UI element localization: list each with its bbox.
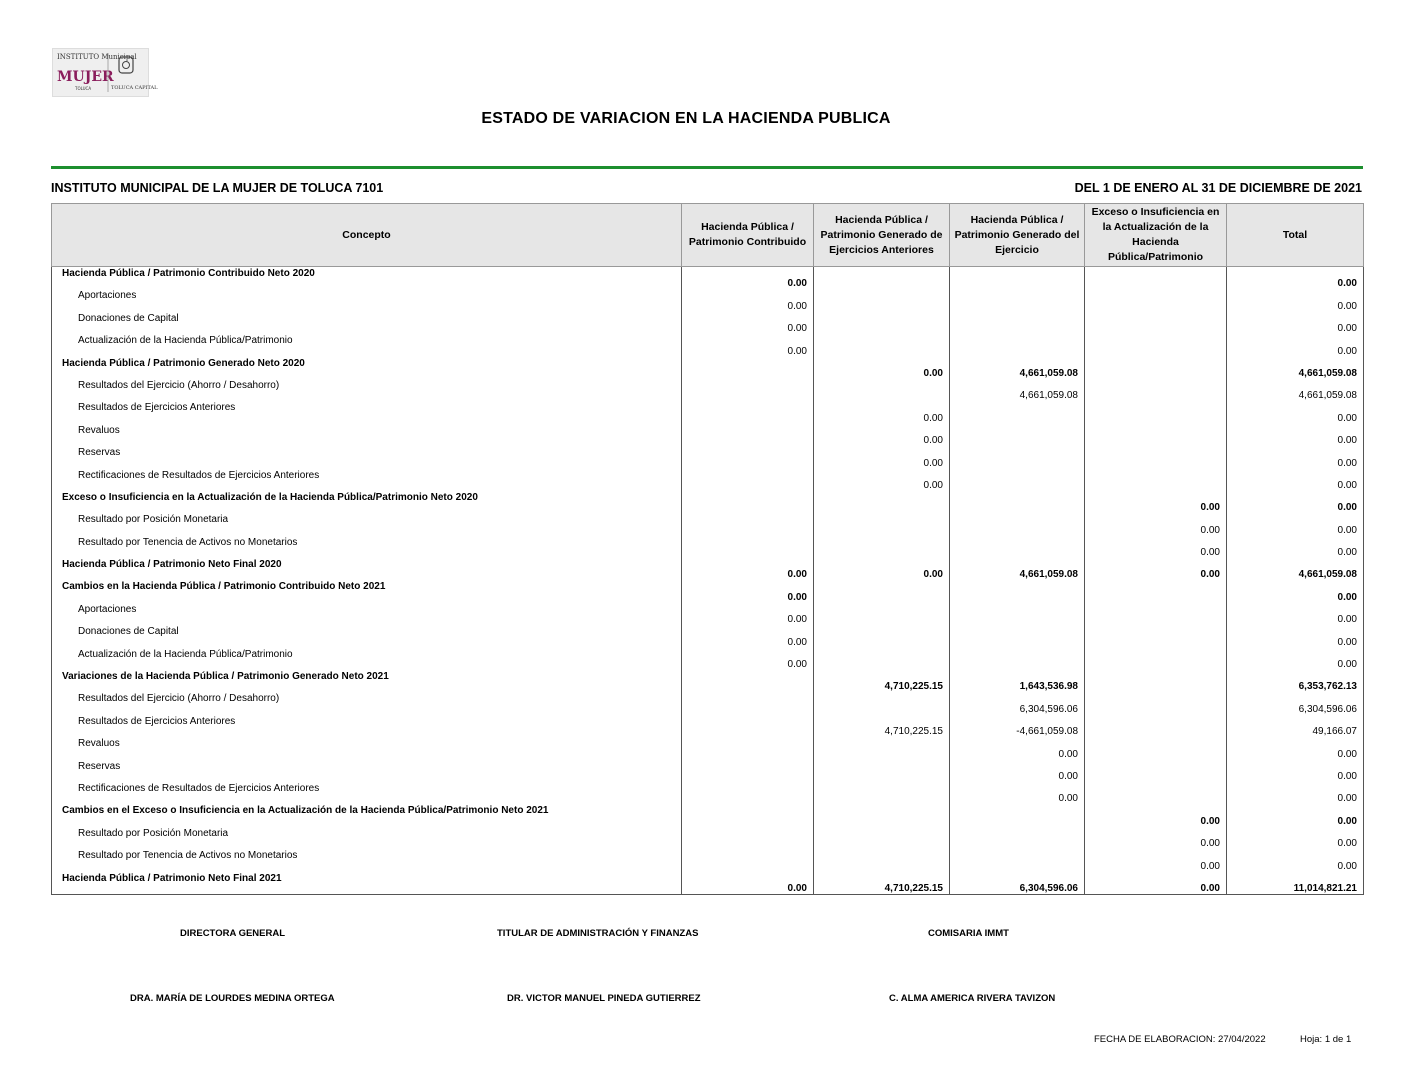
row-value — [950, 424, 1085, 446]
page-title: ESTADO DE VARIACION EN LA HACIENDA PUBLICA — [481, 110, 891, 127]
row-value — [1085, 401, 1227, 423]
row-value: 0.00 — [682, 872, 814, 895]
row-value: 0.00 — [950, 782, 1085, 804]
row-value — [814, 536, 950, 558]
row-value — [682, 379, 814, 401]
row-value: 0.00 — [1227, 804, 1364, 826]
row-value — [814, 379, 950, 401]
row-value: 0.00 — [1227, 827, 1364, 849]
row-value — [814, 849, 950, 871]
row-concept: Aportaciones — [52, 603, 682, 625]
row-concept: Resultado por Tenencia de Activos no Monetarios — [52, 536, 682, 558]
row-value — [1085, 715, 1227, 737]
row-value — [682, 401, 814, 423]
row-value — [814, 737, 950, 759]
logo-text-4: TOLUCA CAPITAL — [111, 85, 158, 91]
row-value — [814, 580, 950, 602]
row-concept: Revaluos — [52, 737, 682, 759]
row-value: 0.00 — [1227, 782, 1364, 804]
column-header: Hacienda Pública / Patrimonio Contribuido — [682, 204, 814, 267]
logo-text-1: INSTITUTO Municipal — [57, 53, 137, 61]
row-concept: Rectificaciones de Resultados de Ejercicios Anteriores — [52, 469, 682, 491]
table-row — [52, 491, 1364, 513]
row-concept: Resultado por Posición Monetaria — [52, 513, 682, 535]
row-concept: Cambios en la Hacienda Pública / Patrimonio Contribuido Neto 2021 — [52, 580, 682, 602]
row-value: 4,710,225.15 — [814, 715, 950, 737]
row-value — [682, 446, 814, 468]
table-row — [52, 289, 1364, 311]
row-value: 6,304,596.06 — [1227, 692, 1364, 714]
row-concept: Hacienda Pública / Patrimonio Neto Final 2021 — [52, 872, 682, 895]
row-value: 0.00 — [1227, 580, 1364, 602]
row-value: 0.00 — [1227, 401, 1364, 423]
row-value: 6,304,596.06 — [950, 872, 1085, 895]
row-value: 0.00 — [814, 357, 950, 379]
row-concept: Exceso o Insuficiencia en la Actualización de la Hacienda Pública/Patrimonio Neto 2020 — [52, 491, 682, 513]
row-concept: Rectificaciones de Resultados de Ejercicios Anteriores — [52, 782, 682, 804]
row-value: 4,661,059.08 — [950, 357, 1085, 379]
row-concept: Aportaciones — [52, 289, 682, 311]
row-value: 0.00 — [1227, 849, 1364, 871]
row-value — [1085, 357, 1227, 379]
row-value: 0.00 — [682, 625, 814, 647]
row-value: 4,661,059.08 — [950, 558, 1085, 580]
table-row — [52, 827, 1364, 849]
row-value — [814, 760, 950, 782]
table-row — [52, 536, 1364, 558]
row-concept: Hacienda Pública / Patrimonio Contribuido Neto 2020 — [52, 267, 682, 290]
row-value: 4,710,225.15 — [814, 872, 950, 895]
table-row — [52, 872, 1364, 895]
row-value: 4,661,059.08 — [1227, 558, 1364, 580]
logo-text-2: MUJER — [57, 69, 114, 85]
row-value: 0.00 — [1227, 625, 1364, 647]
row-value: 0.00 — [1085, 491, 1227, 513]
row-value: 0.00 — [1227, 424, 1364, 446]
signature-role-finance: TITULAR DE ADMINISTRACIÓN Y FINANZAS — [497, 928, 699, 939]
row-value — [950, 312, 1085, 334]
row-value: 0.00 — [1085, 558, 1227, 580]
row-value: -4,661,059.08 — [950, 715, 1085, 737]
table-row — [52, 357, 1364, 379]
row-value: 0.00 — [1227, 469, 1364, 491]
row-value — [950, 580, 1085, 602]
row-concept: Reservas — [52, 446, 682, 468]
signature-role-director: DIRECTORA GENERAL — [180, 928, 286, 939]
row-value — [682, 424, 814, 446]
row-value — [814, 804, 950, 826]
row-concept: Resultados de Ejercicios Anteriores — [52, 401, 682, 423]
row-concept: Resultados del Ejercicio (Ahorro / Desahorro) — [52, 379, 682, 401]
row-value — [1085, 603, 1227, 625]
row-value: 0.00 — [1227, 760, 1364, 782]
column-header: Hacienda Pública / Patrimonio Generado del Ejercicio — [950, 204, 1085, 267]
table-row — [52, 603, 1364, 625]
row-value — [1085, 737, 1227, 759]
row-value — [814, 491, 950, 513]
signature-role-comisaria: COMISARIA IMMT — [928, 928, 1009, 939]
row-value — [950, 827, 1085, 849]
row-value — [1085, 379, 1227, 401]
row-value: 0.00 — [1227, 491, 1364, 513]
row-value: 4,661,059.08 — [1227, 357, 1364, 379]
signature-name-finance: DR. VICTOR MANUEL PINEDA GUTIERREZ — [507, 993, 701, 1004]
row-value: 0.00 — [1085, 849, 1227, 871]
row-value — [682, 692, 814, 714]
row-value — [682, 827, 814, 849]
institution-logo — [52, 48, 158, 97]
row-value — [682, 737, 814, 759]
row-value — [950, 491, 1085, 513]
row-value: 0.00 — [1227, 536, 1364, 558]
row-concept: Donaciones de Capital — [52, 625, 682, 647]
row-value: 0.00 — [682, 312, 814, 334]
row-value — [814, 334, 950, 356]
row-value: 0.00 — [1085, 872, 1227, 895]
row-value — [814, 648, 950, 670]
row-value — [682, 782, 814, 804]
row-value — [950, 603, 1085, 625]
row-value — [950, 289, 1085, 311]
row-value: 4,710,225.15 — [814, 670, 950, 692]
row-value — [814, 603, 950, 625]
table-header-row — [52, 204, 1364, 267]
row-value: 4,661,059.08 — [1227, 379, 1364, 401]
row-concept: Actualización de la Hacienda Pública/Patrimonio — [52, 648, 682, 670]
row-concept: Variaciones de la Hacienda Pública / Patrimonio Generado Neto 2021 — [52, 670, 682, 692]
row-value — [814, 513, 950, 535]
row-value — [682, 760, 814, 782]
row-value: 0.00 — [1227, 446, 1364, 468]
row-value — [682, 670, 814, 692]
row-value — [682, 469, 814, 491]
table-row — [52, 513, 1364, 535]
row-value: 0.00 — [814, 446, 950, 468]
row-value — [950, 625, 1085, 647]
row-value — [1085, 648, 1227, 670]
row-value: 0.00 — [1085, 804, 1227, 826]
row-value: 0.00 — [682, 648, 814, 670]
row-value — [814, 782, 950, 804]
report-period: DEL 1 DE ENERO AL 31 DE DICIEMBRE DE 2021 — [1074, 181, 1362, 195]
row-value — [950, 401, 1085, 423]
row-value: 0.00 — [1227, 737, 1364, 759]
row-value — [1085, 760, 1227, 782]
row-value: 0.00 — [1227, 334, 1364, 356]
row-value — [682, 491, 814, 513]
row-value — [950, 469, 1085, 491]
row-value — [682, 715, 814, 737]
row-concept: Cambios en el Exceso o Insuficiencia en la Actualización de la Hacienda Pública/Patrimonio Neto 2021 — [52, 804, 682, 826]
row-value — [950, 849, 1085, 871]
row-value: 0.00 — [1227, 648, 1364, 670]
row-value: 0.00 — [682, 289, 814, 311]
row-value — [1085, 580, 1227, 602]
row-value — [950, 804, 1085, 826]
table-row — [52, 558, 1364, 580]
row-value — [950, 536, 1085, 558]
row-concept: Resultados de Ejercicios Anteriores — [52, 715, 682, 737]
row-value: 0.00 — [1227, 289, 1364, 311]
row-value — [1085, 446, 1227, 468]
row-value — [950, 648, 1085, 670]
table-row — [52, 625, 1364, 647]
row-value — [1085, 625, 1227, 647]
row-value: 49,166.07 — [1227, 715, 1364, 737]
table-row — [52, 648, 1364, 670]
elaboration-date: FECHA DE ELABORACION: 27/04/2022 — [1094, 1034, 1266, 1045]
row-value — [682, 804, 814, 826]
row-value — [1085, 289, 1227, 311]
table-row — [52, 424, 1364, 446]
row-value: 0.00 — [950, 760, 1085, 782]
row-value: 0.00 — [814, 424, 950, 446]
row-value — [1085, 469, 1227, 491]
table-row — [52, 737, 1364, 759]
row-value: 0.00 — [1227, 513, 1364, 535]
column-header: Exceso o Insuficiencia en la Actualización de la Hacienda Pública/Patrimonio — [1085, 204, 1227, 267]
row-value — [1085, 267, 1227, 290]
table-row — [52, 401, 1364, 423]
table-row — [52, 267, 1364, 290]
row-value — [950, 334, 1085, 356]
entity-name: INSTITUTO MUNICIPAL DE LA MUJER DE TOLUCA 7101 — [51, 181, 384, 195]
signature-name-comisaria: C. ALMA AMERICA RIVERA TAVIZON — [889, 993, 1056, 1004]
row-concept: Actualización de la Hacienda Pública/Patrimonio — [52, 334, 682, 356]
table-row — [52, 469, 1364, 491]
table-row — [52, 692, 1364, 714]
row-concept: Reservas — [52, 760, 682, 782]
table-row — [52, 760, 1364, 782]
column-header: Total — [1227, 204, 1364, 267]
row-concept: Resultado por Posición Monetaria — [52, 827, 682, 849]
column-header: Concepto — [52, 204, 682, 267]
table-row — [52, 849, 1364, 871]
row-value — [1085, 312, 1227, 334]
row-value — [1085, 334, 1227, 356]
row-value: 0.00 — [1085, 513, 1227, 535]
row-concept: Donaciones de Capital — [52, 312, 682, 334]
row-value: 0.00 — [682, 334, 814, 356]
row-value — [1085, 782, 1227, 804]
row-concept: Resultado por Tenencia de Activos no Monetarios — [52, 849, 682, 871]
row-value — [682, 513, 814, 535]
signature-name-director: DRA. MARÍA DE LOURDES MEDINA ORTEGA — [130, 993, 335, 1004]
row-value: 0.00 — [682, 267, 814, 290]
row-value — [950, 513, 1085, 535]
row-value: 0.00 — [682, 603, 814, 625]
row-concept: Hacienda Pública / Patrimonio Neto Final 2020 — [52, 558, 682, 580]
row-value: 0.00 — [814, 469, 950, 491]
row-value — [1085, 424, 1227, 446]
row-concept: Resultados del Ejercicio (Ahorro / Desahorro) — [52, 692, 682, 714]
page-number: Hoja: 1 de 1 — [1300, 1034, 1352, 1045]
row-concept: Hacienda Pública / Patrimonio Generado Neto 2020 — [52, 357, 682, 379]
table-row — [52, 804, 1364, 826]
equity-variation-table — [51, 203, 1364, 895]
row-value: 0.00 — [682, 580, 814, 602]
row-value: 11,014,821.21 — [1227, 872, 1364, 895]
row-value: 0.00 — [1085, 827, 1227, 849]
row-value — [814, 625, 950, 647]
table-row — [52, 580, 1364, 602]
row-value: 0.00 — [1085, 536, 1227, 558]
row-value: 0.00 — [1227, 267, 1364, 290]
row-value: 0.00 — [814, 401, 950, 423]
row-value — [814, 692, 950, 714]
row-value — [1085, 670, 1227, 692]
logo-text-3: TOLUCA — [75, 86, 92, 91]
row-value — [814, 827, 950, 849]
row-value: 6,353,762.13 — [1227, 670, 1364, 692]
row-value: 4,661,059.08 — [950, 379, 1085, 401]
row-value: 0.00 — [1227, 312, 1364, 334]
row-value — [950, 267, 1085, 290]
table-row — [52, 379, 1364, 401]
row-value: 0.00 — [950, 737, 1085, 759]
row-value: 6,304,596.06 — [950, 692, 1085, 714]
row-value — [682, 536, 814, 558]
table-row — [52, 715, 1364, 737]
row-value — [814, 267, 950, 290]
table-row — [52, 312, 1364, 334]
row-value: 0.00 — [682, 558, 814, 580]
row-value — [682, 849, 814, 871]
table-row — [52, 334, 1364, 356]
row-value: 0.00 — [814, 558, 950, 580]
row-value: 0.00 — [1227, 603, 1364, 625]
divider-rule — [51, 166, 1363, 169]
row-value — [814, 312, 950, 334]
row-concept: Revaluos — [52, 424, 682, 446]
table-row — [52, 670, 1364, 692]
table-row — [52, 446, 1364, 468]
column-header: Hacienda Pública / Patrimonio Generado de Ejercicios Anteriores — [814, 204, 950, 267]
row-value: 1,643,536.98 — [950, 670, 1085, 692]
table-row — [52, 782, 1364, 804]
row-value — [814, 289, 950, 311]
row-value — [682, 357, 814, 379]
row-value — [1085, 692, 1227, 714]
row-value — [950, 446, 1085, 468]
